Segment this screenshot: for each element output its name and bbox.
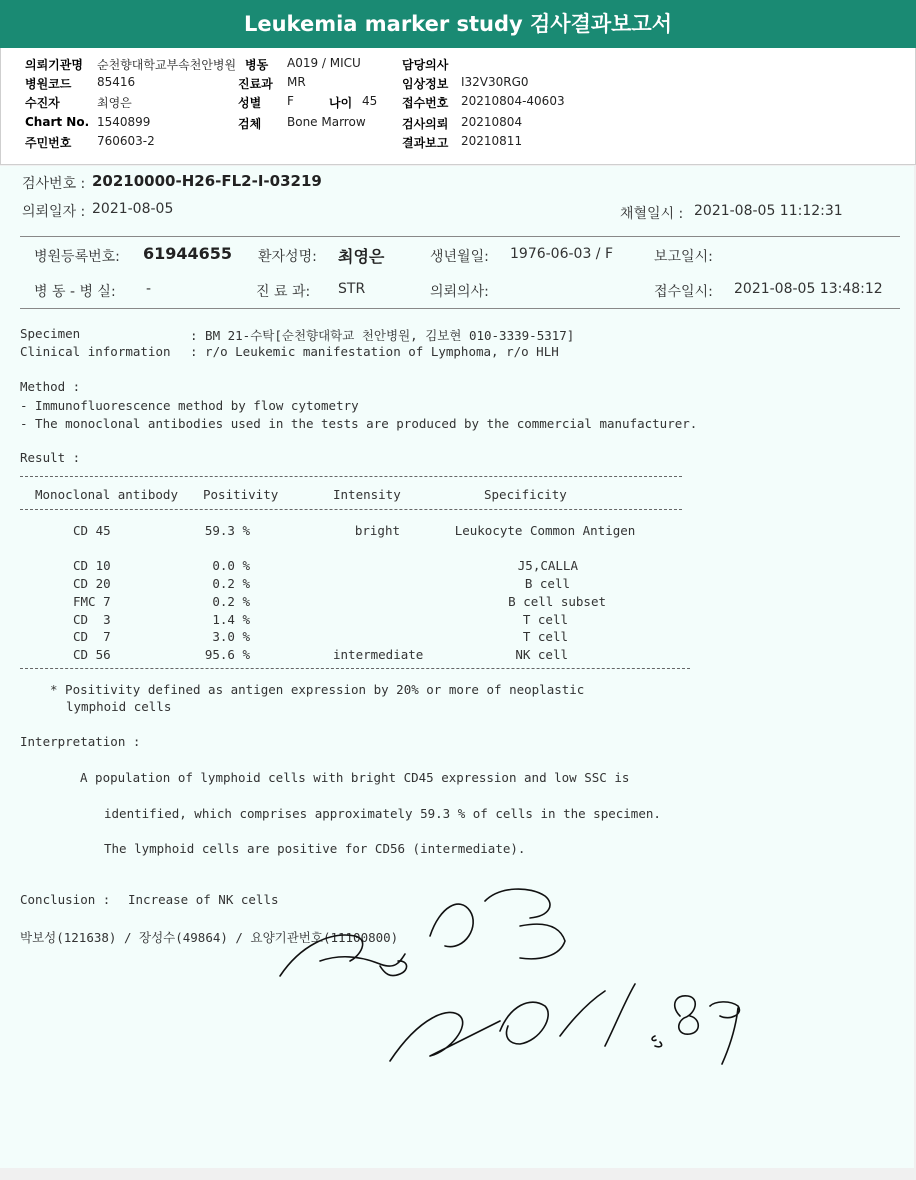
age-label: 나이 xyxy=(329,96,353,110)
institution-value: 순천향대학교부속천안병원 xyxy=(97,58,237,72)
clinical-line-value: : r/o Leukemic manifestation of Lymphoma, r/o HLH xyxy=(190,344,559,359)
sex-value: F xyxy=(287,94,294,108)
method-line-1: - Immunofluorescence method by flow cytometry xyxy=(20,398,359,413)
report-date-value: 20210811 xyxy=(461,134,523,148)
result-title: Result : xyxy=(20,450,81,465)
result-divider-1 xyxy=(20,476,682,477)
resident-label: 주민번호 xyxy=(25,136,72,150)
ward-label: 병동 xyxy=(245,58,269,72)
interpretation-line-3: The lymphoid cells are positive for CD56 (intermediate). xyxy=(104,841,526,856)
method-line-2: - The monoclonal antibodies used in the tests are produced by the commercial manufacturer. xyxy=(20,416,698,431)
request-date-label: 검사의뢰 xyxy=(402,117,449,131)
clinical-line-label: Clinical information xyxy=(20,344,171,359)
col-antibody: Monoclonal antibody xyxy=(35,487,178,502)
doctor-label: 담당의사 xyxy=(402,58,449,72)
dob-label: 생년월일: xyxy=(430,249,489,265)
collect-value: 2021-08-05 11:12:31 xyxy=(694,203,843,219)
row-antibody: CD 10 xyxy=(73,558,111,573)
divider-bottom xyxy=(20,308,900,309)
resident-value: 760603-2 xyxy=(97,134,155,148)
row-positivity: 3.0 % xyxy=(212,629,250,644)
handwritten-signature xyxy=(260,866,760,1076)
row-positivity: 1.4 % xyxy=(212,612,250,627)
clinical-value: I32V30RG0 xyxy=(461,75,529,89)
dept2-value: STR xyxy=(338,281,366,297)
receipt-label: 접수번호 xyxy=(402,96,449,110)
chart-value: 1540899 xyxy=(97,115,151,129)
row-positivity: 0.2 % xyxy=(212,594,250,609)
clinical-label: 임상정보 xyxy=(402,77,449,91)
patient-value: 최영은 xyxy=(97,96,132,110)
row-antibody: CD 45 xyxy=(73,523,111,538)
col-intensity: Intensity xyxy=(333,487,401,502)
row-specificity: Leukocyte Common Antigen xyxy=(454,523,636,538)
receipt-time-value: 2021-08-05 13:48:12 xyxy=(734,281,883,297)
exam-no-label: 검사번호 : xyxy=(22,176,86,192)
report-header xyxy=(0,48,916,165)
interpretation-title: Interpretation : xyxy=(20,734,141,749)
conclusion-label: Conclusion : xyxy=(20,892,111,907)
receipt-value: 20210804-40603 xyxy=(461,94,565,108)
row-specificity: NK cell xyxy=(515,647,568,662)
hospital-code-value: 85416 xyxy=(97,75,136,89)
age-value: 45 xyxy=(362,94,378,108)
row-positivity: 59.3 % xyxy=(204,523,250,538)
dept2-label: 진 료 과: xyxy=(256,284,311,300)
reg-no-label: 병원등록번호: xyxy=(34,249,120,265)
row-antibody: CD 3 xyxy=(73,612,111,627)
dept-label: 진료과 xyxy=(238,77,273,91)
row-specificity: T cell xyxy=(522,612,568,627)
footnote-line-1: * Positivity defined as antigen expression by 20% or more of neoplastic xyxy=(50,682,585,697)
ordering-label: 의뢰의사: xyxy=(430,284,489,300)
pt-name-label: 환자성명: xyxy=(258,249,317,265)
row-positivity: 0.2 % xyxy=(212,576,250,591)
pt-name-value: 최영은 xyxy=(338,247,385,266)
row-intensity: bright xyxy=(354,523,400,538)
report-date-label: 결과보고 xyxy=(402,136,449,150)
row-specificity: B cell xyxy=(524,576,570,591)
signers-line: 박보성(121638) / 장성수(49864) / 요양기관번호(11100800) xyxy=(20,930,399,945)
exam-no-value: 20210000-H26-FL2-I-03219 xyxy=(92,172,322,190)
row-positivity: 95.6 % xyxy=(204,647,250,662)
reg-no-value: 61944655 xyxy=(143,244,233,263)
row-antibody: CD 56 xyxy=(73,647,111,662)
report-title-bar: Leukemia marker study 검사결과보고서 xyxy=(0,0,916,48)
request-day-label: 의뢰일자 : xyxy=(22,204,86,220)
report-time-label: 보고일시: xyxy=(654,249,713,265)
result-divider-2 xyxy=(20,509,682,510)
receipt-time-label: 접수일시: xyxy=(654,284,713,300)
row-antibody: CD 7 xyxy=(73,629,111,644)
divider-top xyxy=(20,236,900,237)
conclusion-value: Increase of NK cells xyxy=(128,892,279,907)
row-specificity: B cell subset xyxy=(508,594,606,609)
patient-label: 수진자 xyxy=(25,96,60,110)
hospital-code-label: 병원코드 xyxy=(25,77,72,91)
dept-value: MR xyxy=(287,75,306,89)
col-positivity: Positivity xyxy=(203,487,279,502)
collect-label: 채혈일시 : xyxy=(620,206,684,222)
footnote-line-2: lymphoid cells xyxy=(66,699,172,714)
row-antibody: FMC 7 xyxy=(73,594,111,609)
row-intensity: intermediate xyxy=(333,647,424,662)
ward-value: A019 / MICU xyxy=(287,56,361,70)
interpretation-line-2: identified, which comprises approximately 59.3 % of cells in the specimen. xyxy=(104,806,661,821)
ward-room-value: - xyxy=(146,281,152,297)
specimen-line-value: : BM 21-수탁[순천향대학교 천안병원, 김보현 010-3339-5317] xyxy=(190,328,575,343)
request-day-value: 2021-08-05 xyxy=(92,201,174,217)
interpretation-line-1: A population of lymphoid cells with bright CD45 expression and low SSC is xyxy=(80,770,630,785)
sex-label: 성별 xyxy=(238,96,262,110)
specimen-value: Bone Marrow xyxy=(287,115,366,129)
method-title: Method : xyxy=(20,379,81,394)
row-specificity: T cell xyxy=(522,629,568,644)
report-paper xyxy=(0,166,914,1168)
chart-label: Chart No. xyxy=(25,115,90,129)
row-antibody: CD 20 xyxy=(73,576,111,591)
result-divider-3 xyxy=(20,668,690,669)
specimen-line-label: Specimen xyxy=(20,326,81,341)
row-specificity: J5,CALLA xyxy=(517,558,578,573)
ward-room-label: 병 동 - 병 실: xyxy=(34,284,116,300)
dob-value: 1976-06-03 / F xyxy=(510,246,614,262)
col-specificity: Specificity xyxy=(484,487,567,502)
row-positivity: 0.0 % xyxy=(212,558,250,573)
specimen-label: 검체 xyxy=(238,117,262,131)
institution-label: 의뢰기관명 xyxy=(25,58,83,72)
request-date-value: 20210804 xyxy=(461,115,523,129)
